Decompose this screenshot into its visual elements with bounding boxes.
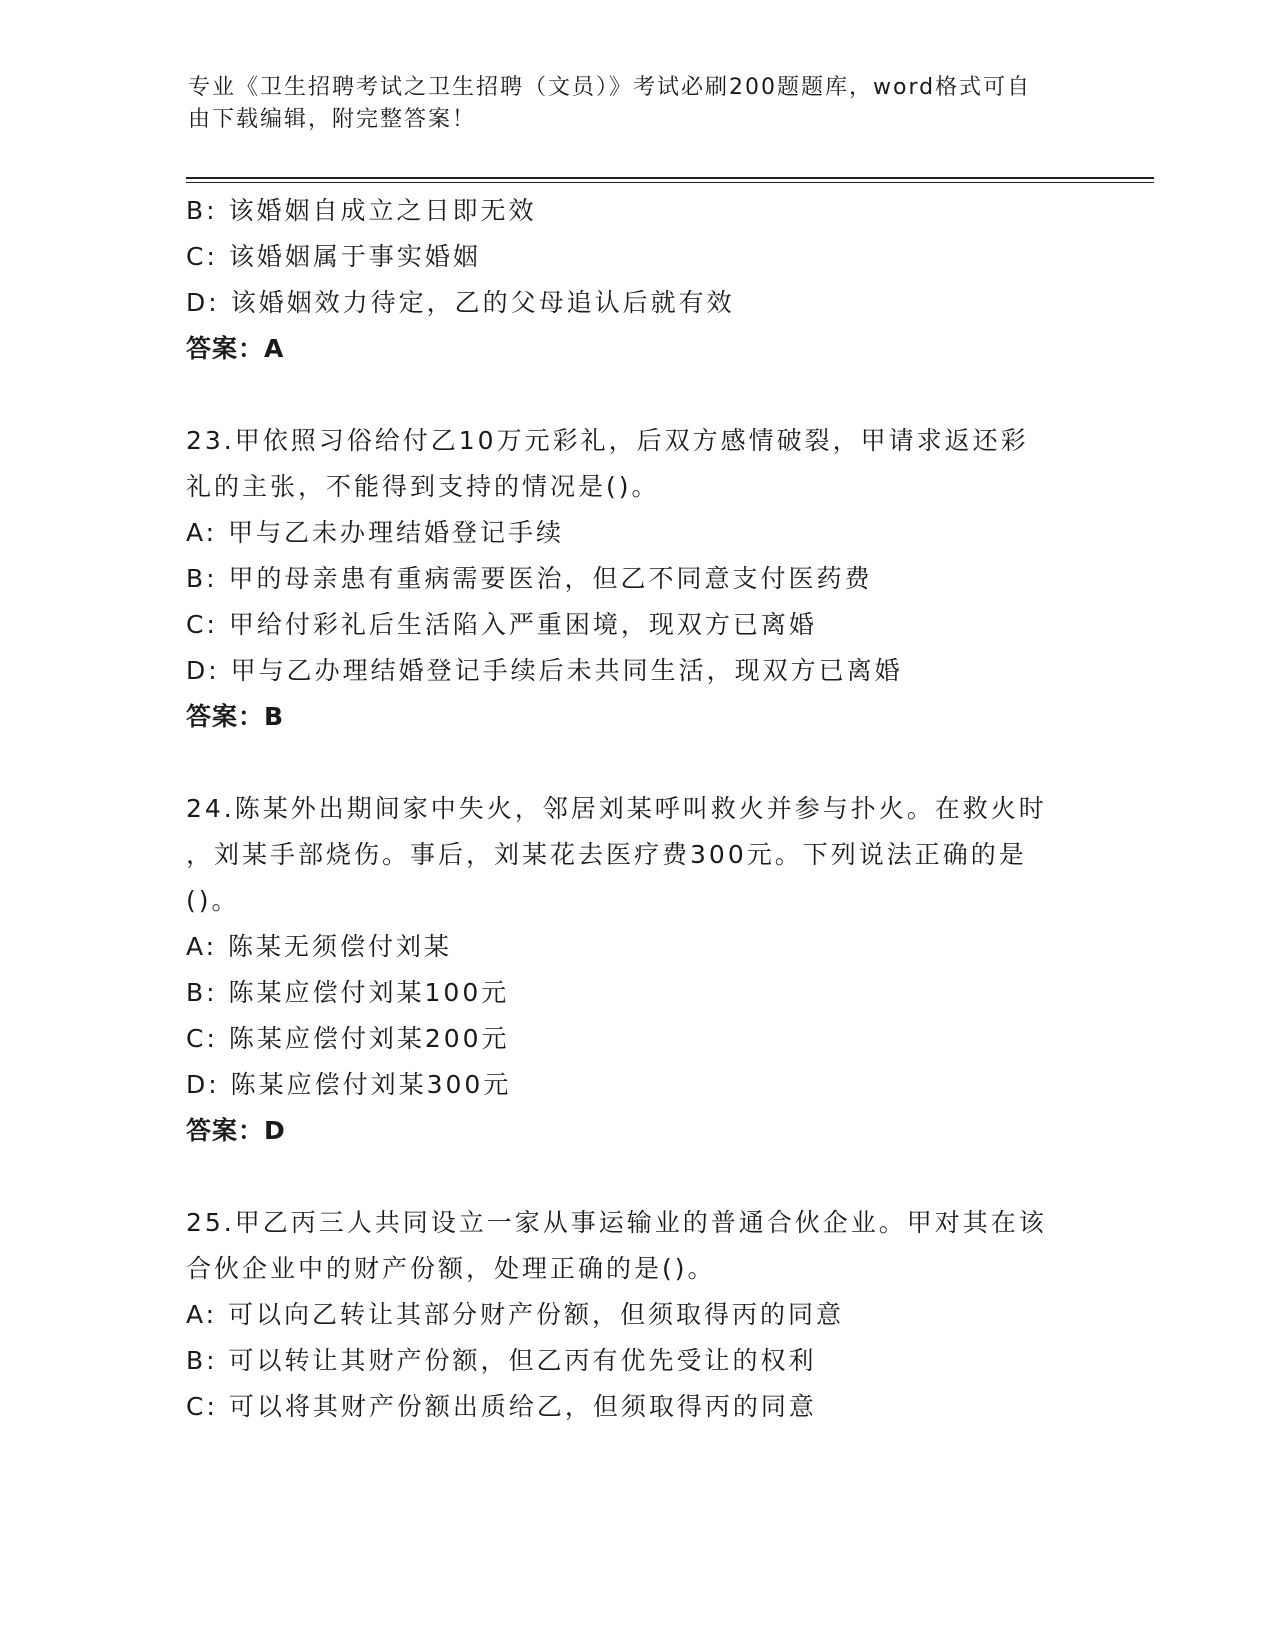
question-23 (186, 418, 1086, 740)
option-c: C: 可以将其财产份额出质给乙，但须取得丙的同意 (186, 1392, 817, 1421)
question-25 (186, 1200, 1086, 1430)
option-b: B: 陈某应偿付刘某100元 (186, 978, 510, 1007)
question-stem-line: 23.甲依照习俗给付乙10万元彩礼，后双方感情破裂，甲请求返还彩 (186, 426, 1029, 455)
answer-line: 答案：A (186, 334, 285, 363)
header-line-2: 由下载编辑，附完整答案！ (188, 107, 477, 132)
question-stem-line: 25.甲乙丙三人共同设立一家从事运输业的普通合伙企业。甲对其在该 (186, 1208, 1047, 1237)
question-stem-line: 合伙企业中的财产份额，处理正确的是()。 (186, 1254, 716, 1283)
question-24 (186, 786, 1086, 1154)
document-header (188, 72, 1088, 136)
option-a: A: 可以向乙转让其部分财产份额，但须取得丙的同意 (186, 1300, 845, 1329)
question-stem-line: ，刘某手部烧伤。事后，刘某花去医疗费300元。下列说法正确的是 (186, 840, 1027, 869)
answer-line: 答案：D (186, 1116, 286, 1145)
answer-line: 答案：B (186, 702, 285, 731)
option-a: A: 甲与乙未办理结婚登记手续 (186, 518, 565, 547)
option-b: B: 该婚姻自成立之日即无效 (186, 196, 537, 225)
header-rule-thick (186, 177, 1154, 179)
option-a: A: 陈某无须偿付刘某 (186, 932, 453, 961)
question-stem-line: 礼的主张，不能得到支持的情况是()。 (186, 472, 660, 501)
document-body (186, 188, 1086, 1430)
header-line-1: 专业《卫生招聘考试之卫生招聘（文员）》考试必刷200题题库，word格式可自 (188, 75, 1032, 100)
header-rule-thin (186, 182, 1154, 183)
option-c: C: 甲给付彩礼后生活陷入严重困境，现双方已离婚 (186, 610, 817, 639)
option-c: C: 陈某应偿付刘某200元 (186, 1024, 510, 1053)
option-b: B: 甲的母亲患有重病需要医治，但乙不同意支付医药费 (186, 564, 873, 593)
option-b: B: 可以转让其财产份额，但乙丙有优先受让的权利 (186, 1346, 817, 1375)
option-c: C: 该婚姻属于事实婚姻 (186, 242, 481, 271)
question-stem-line: ()。 (186, 886, 240, 915)
question-stem-line: 24.陈某外出期间家中失火，邻居刘某呼叫救火并参与扑火。在救火时 (186, 794, 1047, 823)
option-d: D: 甲与乙办理结婚登记手续后未共同生活，现双方已离婚 (186, 656, 903, 685)
prev-question-block (186, 188, 1086, 372)
option-d: D: 陈某应偿付刘某300元 (186, 1070, 512, 1099)
option-d: D: 该婚姻效力待定，乙的父母追认后就有效 (186, 288, 735, 317)
